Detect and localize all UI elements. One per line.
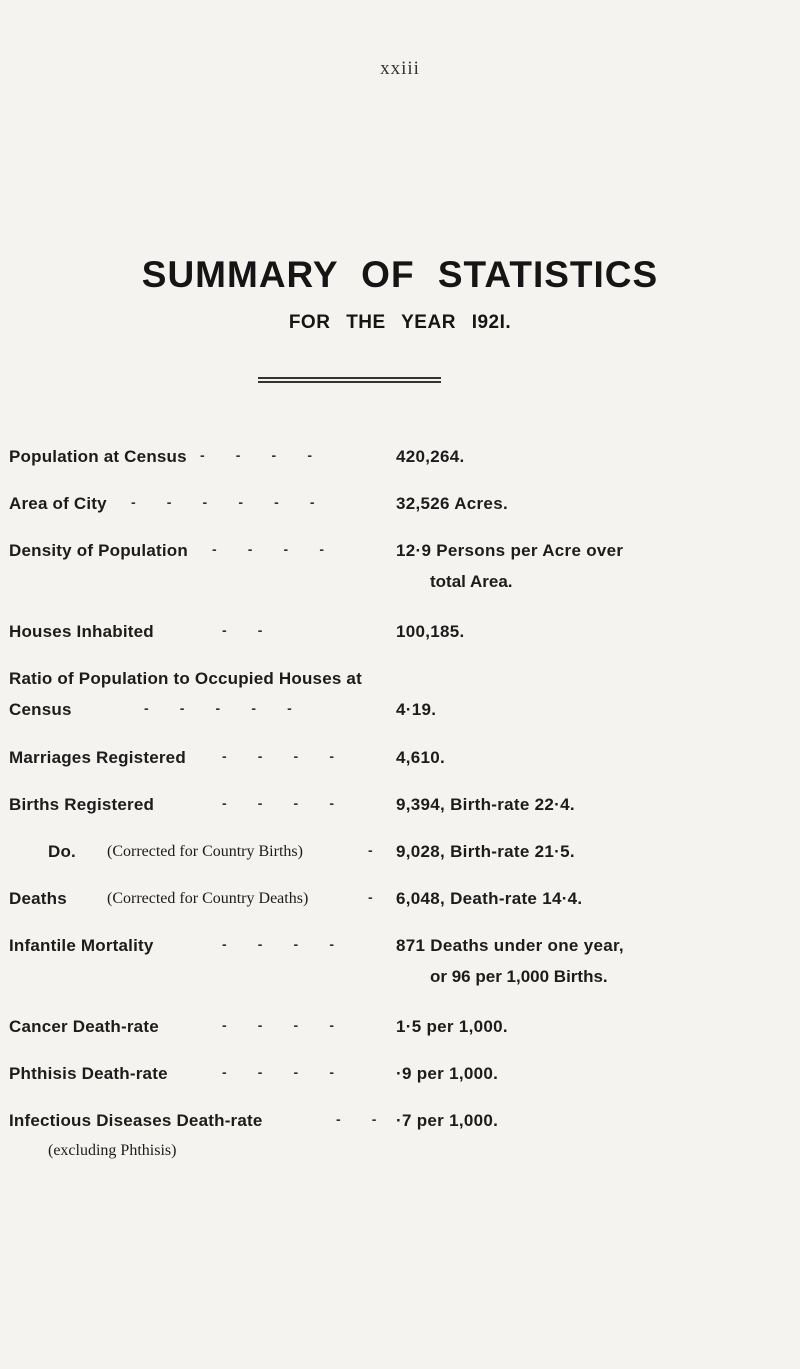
row-value: 871 Deaths under one year, [396, 936, 624, 955]
row-note: (Corrected for Country Births) [107, 843, 303, 860]
row-value: 9,394, Birth-rate 22·4. [396, 795, 575, 814]
dash-leader: - - - - [222, 1017, 334, 1033]
row-value: ·7 per 1,000. [396, 1111, 499, 1130]
row-value: 9,028, Birth-rate 21·5. [396, 842, 575, 861]
row-value: ·9 per 1,000. [396, 1064, 499, 1083]
row-value: 4,610. [396, 748, 446, 767]
dash-leader: - - [336, 1111, 377, 1127]
dash-leader: - [368, 842, 373, 858]
row-value-cont: total Area. [430, 572, 513, 591]
row-label: Ratio of Population to Occupied Houses at [9, 669, 362, 688]
row-value: 32,526 Acres. [396, 494, 508, 513]
row-label: Density of Population [9, 541, 188, 560]
row-label: Phthisis Death-rate [9, 1064, 168, 1083]
row-label: Do. [48, 842, 76, 861]
dash-leader: - - - - [222, 936, 334, 952]
dash-leader: - - [222, 622, 263, 638]
dash-leader: - - - - [212, 541, 324, 557]
row-value-cont: or 96 per 1,000 Births. [430, 967, 608, 986]
row-value: 100,185. [396, 622, 465, 641]
row-label: Houses Inhabited [9, 622, 154, 641]
row-value: 420,264. [396, 447, 465, 466]
dash-leader: - - - - [222, 795, 334, 811]
page-number: xxiii [380, 58, 420, 79]
page-title: SUMMARY OF STATISTICS [141, 254, 659, 295]
dash-leader: - [368, 889, 373, 905]
row-label-cont: Census [9, 700, 72, 719]
divider-rule-bottom [258, 381, 441, 383]
page-subtitle: FOR THE YEAR I92I. [288, 312, 512, 333]
row-value: 4·19. [396, 700, 437, 719]
dash-leader: - - - - - - [131, 494, 315, 510]
dash-leader: - - - - [200, 447, 312, 463]
row-value: 1·5 per 1,000. [396, 1017, 508, 1036]
row-label: Marriages Registered [9, 748, 186, 767]
divider-rule-top [258, 377, 441, 379]
dash-leader: - - - - [222, 1064, 334, 1080]
dash-leader: - - - - - [144, 700, 292, 716]
row-label: Cancer Death-rate [9, 1017, 159, 1036]
row-label: Infantile Mortality [9, 936, 154, 955]
row-note: (excluding Phthisis) [48, 1142, 177, 1159]
row-label: Area of City [9, 494, 107, 513]
row-value: 6,048, Death-rate 14·4. [396, 889, 583, 908]
row-value: 12·9 Persons per Acre over [396, 541, 624, 560]
row-label: Deaths [9, 889, 67, 908]
row-label: Population at Census [9, 447, 187, 466]
row-label: Infectious Diseases Death-rate [9, 1111, 263, 1130]
row-note: (Corrected for Country Deaths) [107, 890, 309, 907]
row-label: Births Registered [9, 795, 155, 814]
dash-leader: - - - - [222, 748, 334, 764]
